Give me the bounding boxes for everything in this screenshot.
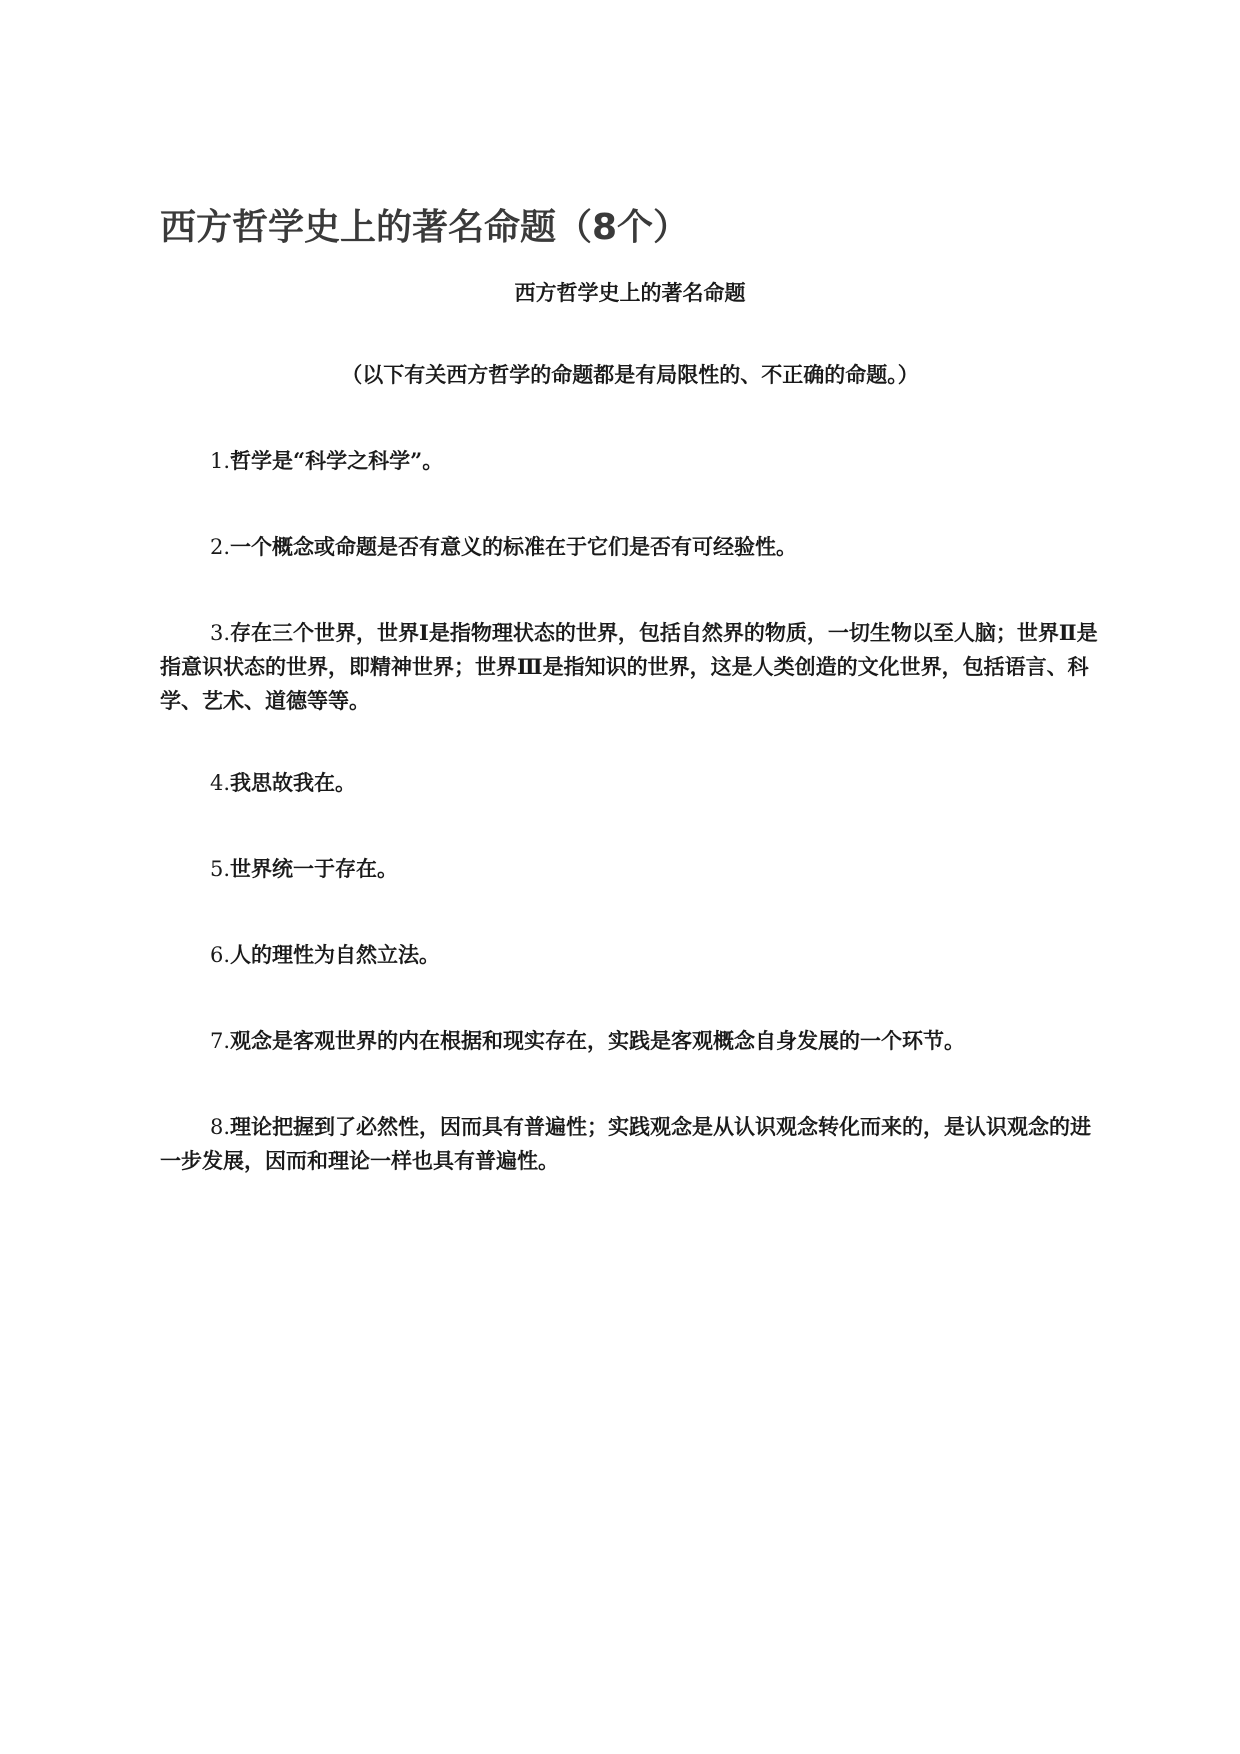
proposition-number: 1.	[210, 449, 231, 473]
proposition-number: 8.	[210, 1115, 231, 1139]
proposition-5	[160, 852, 1100, 886]
proposition-2	[160, 530, 1100, 564]
proposition-number: 6.	[210, 943, 231, 967]
proposition-number: 2.	[210, 535, 231, 559]
proposition-number: 4.	[210, 771, 231, 795]
proposition-number: 7.	[210, 1029, 231, 1053]
proposition-8	[160, 1110, 1100, 1178]
proposition-text: 存在三个世界，世界Ⅰ是指物理状态的世界，包括自然界的物质，一切生物以至人脑；世界Ⅱ是指意识状态的世界，即精神世界；世界Ⅲ是指知识的世界，这是人类创造的文化世界，包括语言、科学、艺术、道德等等。	[160, 620, 1098, 713]
document-title: 西方哲学史上的著名命题（8个）	[160, 207, 690, 248]
proposition-4	[160, 766, 1100, 800]
proposition-3	[160, 616, 1100, 718]
proposition-text: 世界统一于存在。	[230, 856, 399, 881]
proposition-number: 5.	[210, 857, 231, 881]
proposition-text: 观念是客观世界的内在根据和现实存在，实践是客观概念自身发展的一个环节。	[230, 1028, 966, 1053]
proposition-text: 一个概念或命题是否有意义的标准在于它们是否有可经验性。	[230, 534, 798, 559]
proposition-text: 理论把握到了必然性，因而具有普遍性；实践观念是从认识观念转化而来的，是认识观念的进一步发展，因而和理论一样也具有普遍性。	[160, 1114, 1092, 1173]
document-subtitle: 西方哲学史上的著名命题	[514, 280, 746, 305]
proposition-number: 3.	[210, 621, 231, 645]
document-note: （以下有关西方哲学的命题都是有局限性的、不正确的命题。）	[341, 362, 919, 387]
proposition-text: 人的理性为自然立法。	[230, 942, 441, 967]
proposition-text: 哲学是“科学之科学”。	[230, 448, 444, 473]
document-page	[160, 0, 1100, 1754]
proposition-6	[160, 938, 1100, 972]
proposition-1	[160, 444, 1100, 478]
proposition-text: 我思故我在。	[230, 770, 357, 795]
proposition-7	[160, 1024, 1100, 1058]
